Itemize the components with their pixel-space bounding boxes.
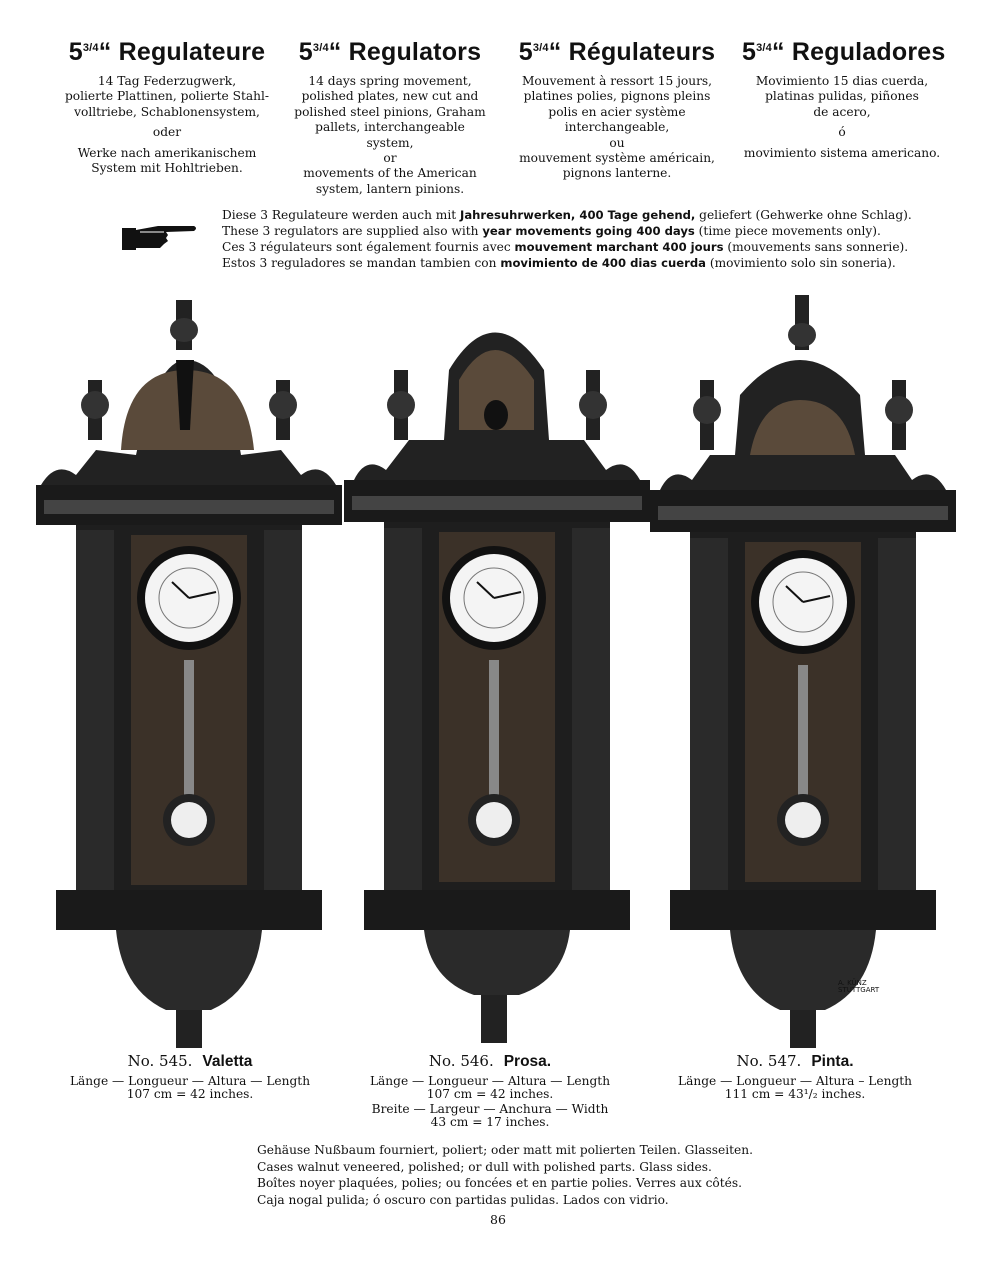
year-movement-note [222, 207, 912, 271]
dimension-line: 107 cm = 42 inches. [426, 1087, 554, 1101]
dimension-line: Länge — Longueur — Altura – Length [678, 1074, 912, 1088]
engraver-signature: A. KÜNZ STUTTGART [838, 979, 880, 994]
column-english [290, 38, 490, 202]
text-line: 14 Tag Federzugwerk, [97, 74, 237, 88]
pointing-hand-icon [120, 220, 198, 252]
dimension-line: Länge — Longueur — Altura — Length [69, 1074, 311, 1088]
note-line-en: These 3 regulators are supplied also with year movements going 400 days (time piece movements only). [222, 224, 881, 238]
text-line: pallets, interchangeable system, [315, 120, 465, 150]
clock-illustration-prosa [344, 290, 650, 1050]
text-line: movements of the American [303, 166, 477, 181]
case-line-es: Caja nogal pulida; ó oscuro con partidas pulidas. Lados con vidrio. [257, 1192, 669, 1207]
text-line: Mouvement à ressort 15 jours, [521, 74, 713, 88]
dimension-line: Breite — Largeur — Anchura — Width [371, 1102, 609, 1116]
text-line: system, lantern pinions. [315, 181, 465, 196]
title-english: $5^{3/4}“$ Regulators [298, 38, 482, 66]
text-line: Movimiento 15 dias cuerda, [755, 74, 929, 88]
text-line: platines polies, pignons pleins [523, 89, 711, 104]
note-line-fr: Ces 3 régulateurs sont également fournis avec mouvement marchant 400 jours (mouvements sans sonnerie). [222, 240, 909, 254]
model-title: No. 547. Pinta. [736, 1052, 854, 1070]
model-caption-546 [355, 1052, 625, 1129]
column-german [62, 38, 272, 181]
text-line: polierte Plattinen, polierte Stahl- [64, 89, 269, 104]
text-line: platinas pulidas, piñones [765, 89, 919, 104]
text-line: de acero, [813, 104, 871, 119]
text-line: interchangeable, [564, 120, 670, 135]
text-line: mouvement système américain, [519, 151, 715, 166]
column-spanish [742, 38, 946, 166]
dimension-line: Länge — Longueur — Altura — Length [369, 1074, 611, 1088]
title-german: $5^{3/4}“$ Regulateure [68, 38, 266, 66]
text-line: 14 days spring movement, [308, 74, 472, 88]
text-line: volltriebe, Schablonensystem, [74, 104, 260, 119]
clock-illustration-valetta [36, 290, 342, 1050]
case-line-en: Cases walnut veneered, polished; or dull with polished parts. Glass sides. [257, 1159, 712, 1174]
model-title: No. 545. Valetta [127, 1052, 253, 1070]
text-line: System mit Hohltrieben. [91, 161, 243, 176]
model-caption-545 [60, 1052, 320, 1101]
text-line: pignons lanterne. [562, 166, 672, 181]
model-title: No. 546. Prosa. [428, 1052, 552, 1070]
note-line-de: Diese 3 Regulateure werden auch mit Jahresuhrwerken, 400 Tage gehend, geliefert (Gehwerke ohne Schlag). [222, 208, 912, 222]
case-line-de: Gehäuse Nußbaum fourniert, poliert; oder matt mit polierten Teilen. Glasseiten. [257, 1143, 753, 1157]
model-caption-547 [660, 1052, 930, 1101]
text-line: movimiento sistema americano. [743, 145, 941, 160]
connector: oder [152, 125, 182, 140]
title-french: $5^{3/4}“$ Régulateurs [518, 38, 716, 66]
page-number: 86 [490, 1212, 506, 1227]
note-line-es: Estos 3 reguladores se mandan tambien con movimiento de 400 dias cuerda (movimiento solo sin soneria). [222, 256, 896, 270]
case-line-fr: Boîtes noyer plaquées, polies; ou foncées et en partie polies. Verres aux côtés. [257, 1176, 742, 1191]
title-spanish: $5^{3/4}“$ Reguladores [742, 38, 946, 66]
text-line: polished steel pinions, Graham [294, 104, 486, 119]
dimension-line: 111 cm = 43¹/₂ inches. [724, 1087, 866, 1101]
text-line: polis en acier système [548, 104, 686, 119]
text-line: Werke nach amerikanischem [77, 145, 257, 160]
case-description [257, 1142, 753, 1208]
text-line: polished plates, new cut and [301, 89, 479, 104]
dimension-line: 107 cm = 42 inches. [126, 1087, 254, 1101]
clock-illustration-pinta [650, 290, 956, 1050]
dimension-line: 43 cm = 17 inches. [430, 1115, 550, 1129]
column-french [512, 38, 722, 187]
connector: or [383, 151, 397, 166]
connector: ó [838, 125, 846, 140]
connector: ou [609, 135, 625, 150]
